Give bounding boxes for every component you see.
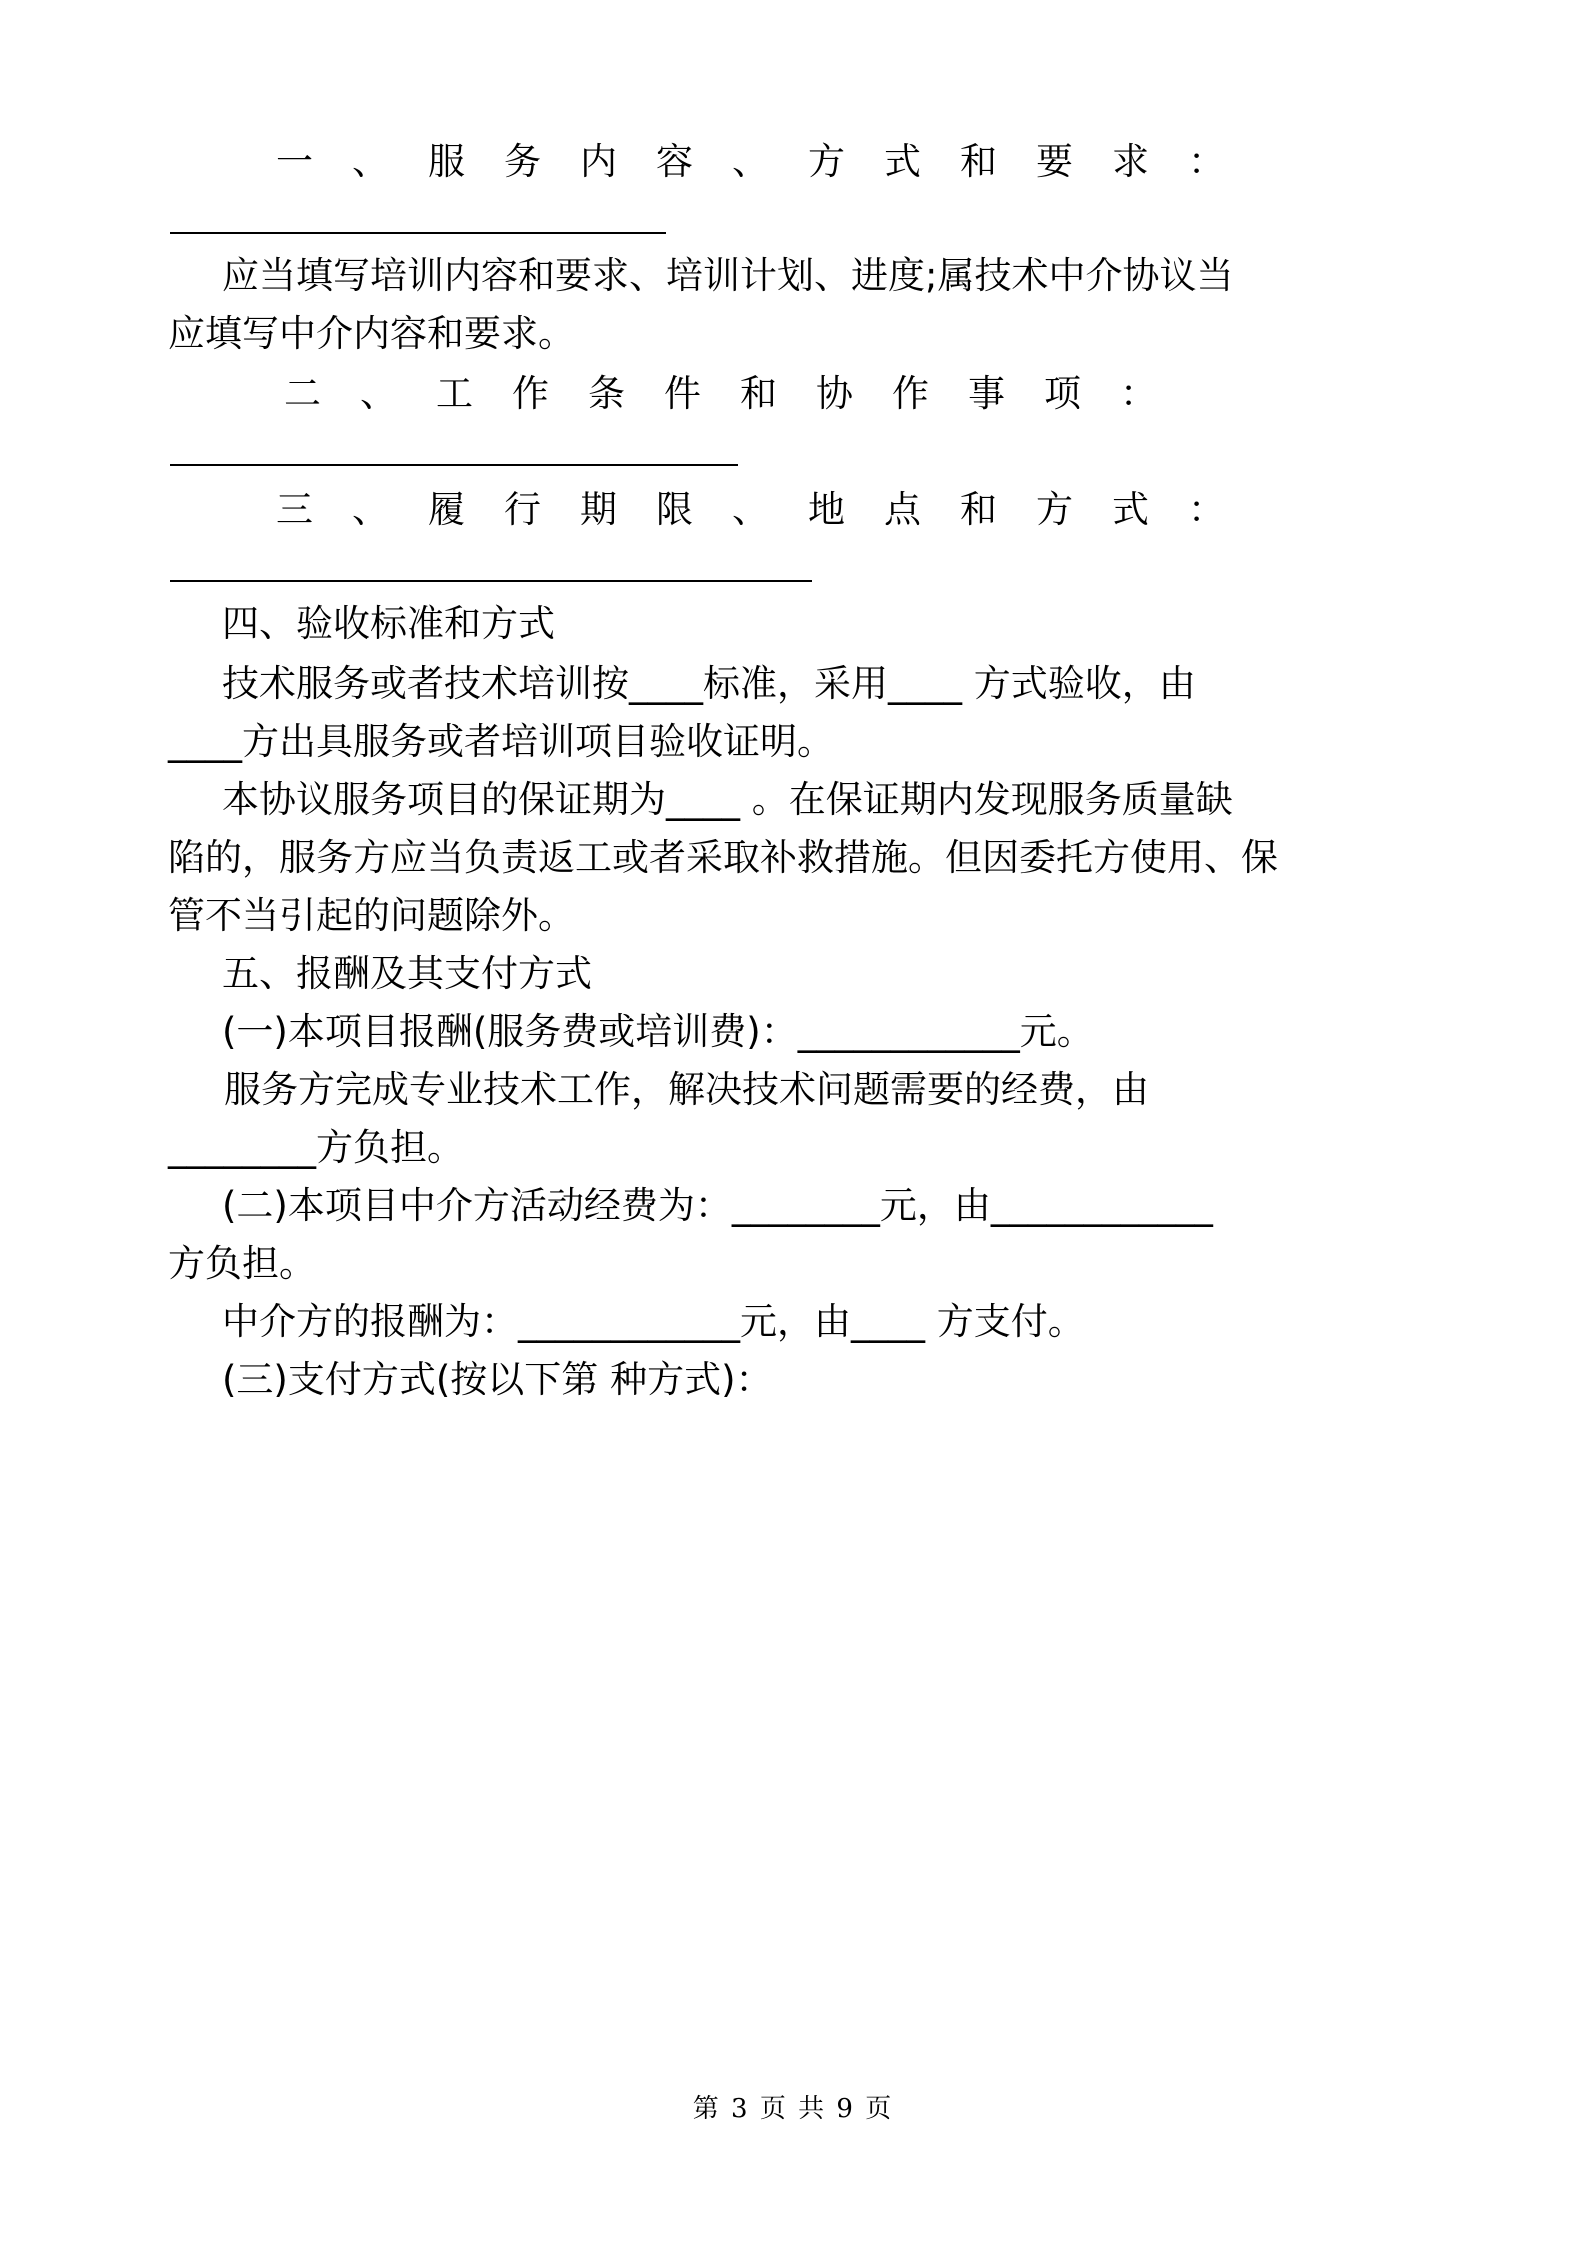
section-2-blank-line — [170, 464, 738, 466]
section-5-item-1-body-line-1: 服务方完成专业技术工作，解决技术问题需要的经费，由 — [224, 1068, 1149, 1111]
section-1-body-line-1: 应当填写培训内容和要求、培训计划、进度;属技术中介协议当 — [222, 254, 1234, 297]
section-1-body-line-2: 应填写中介内容和要求。 — [168, 312, 575, 355]
section-4-heading: 四、验收标准和方式 — [222, 602, 555, 645]
section-5-heading: 五、报酬及其支付方式 — [222, 952, 592, 995]
section-4-body-line-3: 本协议服务项目的保证期为____ 。在保证期内发现服务质量缺 — [222, 778, 1233, 821]
section-5-item-3: (三)支付方式(按以下第 种方式)： — [222, 1358, 773, 1401]
section-3-blank-line — [170, 580, 812, 582]
section-5-item-1-body-line-2: ________方负担。 — [168, 1126, 464, 1169]
section-5-item-2-body: 中介方的报酬为：____________元，由____ 方支付。 — [222, 1300, 1085, 1343]
page-footer: 第 3 页 共 9 页 — [692, 2094, 894, 2124]
section-5-item-2-line-1: (二)本项目中介方活动经费为：________元，由____________ — [222, 1184, 1213, 1227]
section-3-heading: 三、履行期限、地点和方式： — [276, 488, 1264, 531]
section-4-body-line-4: 陷的，服务方应当负责返工或者采取补救措施。但因委托方使用、保 — [168, 836, 1278, 879]
section-4-body-line-1: 技术服务或者技术培训按____标准，采用____ 方式验收，由 — [222, 662, 1196, 705]
section-2-heading: 二、工作条件和协作事项： — [284, 372, 1196, 415]
section-5-item-1: (一)本项目报酬(服务费或培训费)：____________元。 — [222, 1010, 1094, 1053]
section-4-body-line-2: ____方出具服务或者培训项目验收证明。 — [168, 720, 834, 763]
section-4-body-line-5: 管不当引起的问题除外。 — [168, 894, 575, 937]
section-5-item-2-line-2: 方负担。 — [168, 1242, 316, 1285]
section-1-heading: 一、服务内容、方式和要求： — [276, 140, 1264, 183]
section-1-blank-line — [170, 232, 666, 234]
